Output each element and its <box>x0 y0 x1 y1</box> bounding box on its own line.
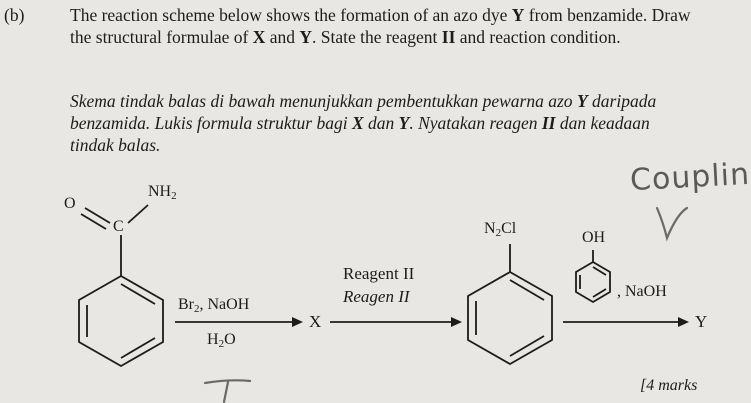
phenol-ring <box>576 262 610 302</box>
reagent-ii-english: Reagent II <box>343 264 415 283</box>
benzamide-carbon: C <box>113 218 124 235</box>
reagent-ii-malay: Reagen II <box>343 287 410 306</box>
handwritten-t-mark <box>205 380 250 402</box>
arrowhead-1 <box>292 317 303 327</box>
benzamide-ring <box>79 276 163 366</box>
amide-n-bond <box>128 205 148 223</box>
diazonium-ring <box>468 272 552 364</box>
marks-label: [4 marks <box>640 377 698 394</box>
carbonyl-bond-1 <box>85 208 110 223</box>
diazonium-group: $N_2Cl$ <box>484 220 517 239</box>
question-malay: Skema tindak balas di bawah menunjukkan pembentukkan pewarna azo Y daripada benzamida. Lukis formula struktur bagi X dan Y. Nyatakan reagen II dan keadaan tindak balas. <box>70 91 657 155</box>
handwritten-coupling-note: Couplin <box>629 156 751 199</box>
step1-solvent: $H_2O$ <box>207 331 236 350</box>
handwritten-tick-mark <box>657 208 687 238</box>
step1-reagents: $Br_2$, NaOH <box>178 296 250 315</box>
question-label: (b) <box>4 5 25 25</box>
carbonyl-bond-2 <box>81 214 106 229</box>
phenol-hydroxyl: OH <box>582 229 606 246</box>
benzamide-amine: $NH_2$ <box>148 183 177 202</box>
product-y: Y <box>695 312 708 331</box>
step3-naoh: , NaOH <box>617 283 667 300</box>
question-english: The reaction scheme below shows the formation of an azo dye Y from benzamide. Draw the structural formulae of X and Y. State the reagent II and reaction condition. <box>70 5 691 47</box>
arrowhead-3 <box>678 317 689 327</box>
arrowhead-2 <box>451 317 462 327</box>
intermediate-x: X <box>309 312 322 331</box>
benzamide-oxygen: O <box>64 195 76 212</box>
